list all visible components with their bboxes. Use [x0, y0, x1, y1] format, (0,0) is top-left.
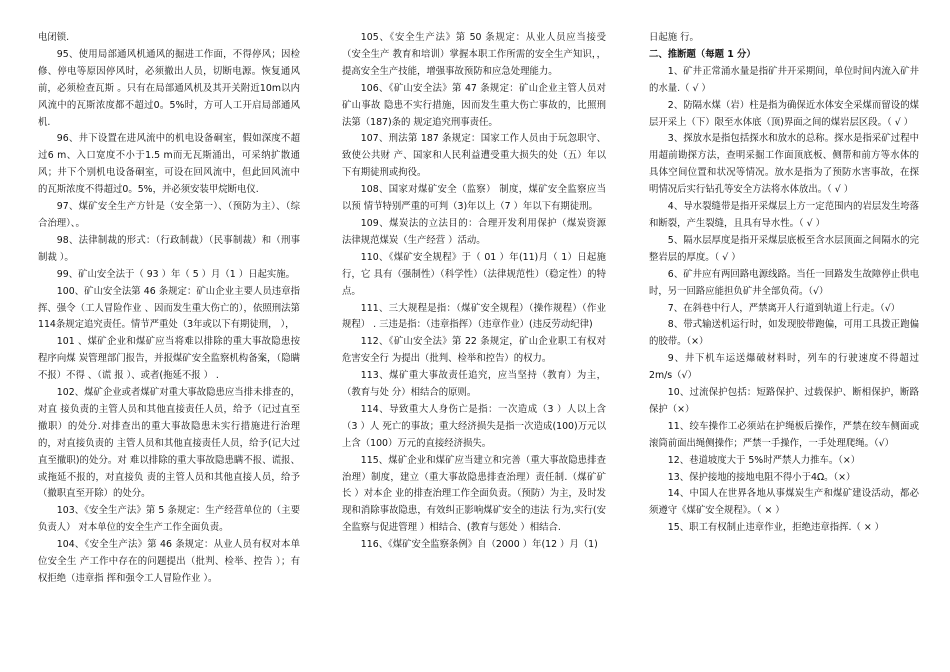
right-column — [649, 30, 919, 666]
paragraph: 9、井下机车运送爆破材料时，列车的行驶速度不得超过2m/s（√） — [649, 353, 919, 382]
paragraph: 116、《煤矿安全监察条例》自（2000 ）年(12 ）月（1) — [360, 539, 598, 551]
paragraph: 99、矿山安全法于（ 93 ）年（ 5 ）月（1 ）日起实施。 — [56, 268, 295, 280]
paragraph: 114、导致重大人身伤亡是指：一次造成（3 ）人以上含（3 ）人 死亡的事故；重大经济损失是指一次造成(100)万元以上含（100）万元的直接经济损失。 — [342, 403, 606, 449]
paragraph: 3、探放水是指包括探水和放水的总称。探水是指采矿过程中用超前勘探方法，查明采掘工作面顶底板、侧帮和前方等水体的具体空间位置和状况等情况。放水是指为了预防水害事故，在探明情况后实行钻孔等安全方法将水体放出。（ √ ） — [649, 133, 919, 196]
paragraph: 电闭锁. — [38, 32, 70, 43]
paragraph: 104、《安全生产法》第 46 条规定：从业人员有权对本单位安全生 产工作中存在的问题提出（批判、检举、控告 ）；有权拒绝（违章指 挥和强令工人冒险作业 ）。 — [38, 539, 300, 584]
paragraph: 10、过流保护包括：短路保护、过载保护、断相保护，断路保护（×） — [649, 387, 919, 415]
paragraph: 8、带式输送机运行时，如发现胶带跑偏，可用工具拨正跑偏的胶带。（×） — [649, 319, 919, 348]
paragraph: 102、煤矿企业或者煤矿对重大事故隐患应当排未排查的，对直 接负责的主管人员和其他直接责任人员，给予（记过直至撤职）的处分.对排查出的重大事故隐患未实行措施进行治理的，对直接负责的 主管人员和其他直接责任人员，给予(记大过直至撤职)的处分。对 难以排除的重大事故隐患瞒不报、谎报、或拖延不报的，对直接负 责的主管人员和其他直接人员，给予（撤职直至开除）的处分。 — [38, 387, 300, 500]
paragraph: 15、职工有权制止违章作业，拒绝违章指挥.（ × ） — [667, 522, 885, 534]
paragraph: 103、《安全生产法》第 5 条规定：生产经营单位的（主要负责人） 对本单位的安全生产工作全面负责。 — [38, 505, 300, 534]
paragraph: 101 、煤矿企业和煤矿应当将难以排除的重大事故隐患按程序向煤 炭管理部门报告，并报煤矿安全监察机构备案，（隐瞒不报）不得 、（谎 报 ）、或者(拖延不报 ） . — [38, 336, 300, 382]
left-column — [38, 30, 300, 666]
paragraph: 98、法律制裁的形式：（行政制裁）（民事制裁）和（刑事制裁 ）。 — [38, 234, 300, 263]
paragraph: 14、中国人在世界各地从事煤炭生产和煤矿建设活动，都必须遵守《煤矿安全规程》。（ × ） — [649, 488, 919, 517]
paragraph: 11、绞车操作工必须站在护绳板后操作，严禁在绞车侧面或滚筒前面出绳侧操作；严禁一手操作，一手处理爬绳。（√） — [649, 420, 919, 449]
paragraph: 96、井下设置在进风流中的机电设备硐室，假如深度不超过6 m、入口宽度不小于1.5 m而无瓦斯涌出，可采纳扩散通风；井下个别机电设备硐室，可设在回风流中，但此回风流中的瓦斯浓度不得超过0。5%，并必须安装甲烷断电仪. — [38, 133, 300, 196]
paragraph: 115、煤矿企业和煤矿应当建立和完善（重大事故隐患排查治理）制度，建立（重大事故隐患排查治理）责任制.（煤矿矿长 ）对本企 业的排查治理工作全面负责。（预防）为主，及时发现和消除事故隐患，有效纠正影响煤矿安全的违法 行为,实行(安全监察与促进管理 ）相结合、(教育与惩处 ）相结合. — [342, 454, 606, 534]
paragraph: 113、煤矿重大事故责任追究，应当坚持（教育）为主，（教育与处 分）相结合的原则。 — [342, 370, 606, 399]
paragraph: 106、《矿山安全法》第 47 条规定：矿山企业主管人员对矿山事故 隐患不实行措施，因而发生重大伤亡事故的，比照刑法第（187)条的 规定追究刑事责任。 — [342, 82, 606, 128]
middle-column — [342, 30, 606, 666]
paragraph: 108、国家对煤矿安全（监察） 制度，煤矿安全监察应当以预 情节特别严重的可判（3)年以上（7 ）年以下有期徒刑。 — [342, 184, 606, 213]
paragraph: 6、矿井应有两回路电源线路。当任一回路发生故障停止供电时，另一回路应能担负矿井全部负荷。（√） — [649, 268, 919, 297]
paragraph: 111、三大规程是指：（煤矿安全规程）（操作规程）（作业规程） . 三违是指：（违章指挥）（违章作业）(违反劳动纪律) — [342, 302, 606, 331]
paragraph: 100、矿山安全法第 46 条规定：矿山企业主要人员违章指挥、强令（工人冒险作业 、因而发生重大伤亡的），依照刑法第 114条规定追究责任。情节严重处（3年或以下有期徒刑， ）， — [38, 285, 300, 331]
paragraph: 95、使用局部通风机通风的掘进工作面，不得停风；因检修、停电等原因停风时，必须撤出人员，切断电源。恢复通风前，必须检查瓦斯 。只有在局部通风机及其开关附近10m以内风流中的瓦斯浓度都不超过0。5%时，方可人工开启局部通风机. — [38, 48, 300, 128]
paragraph: 1、矿井正常涌水量是指矿井开采期间，单位时间内流入矿井的水量.（ √ ） — [649, 65, 919, 94]
paragraph: 112、《矿山安全法》第 22 条规定，矿山企业职工有权对危害安全行 为提出（批判、检举和控告）的权力。 — [342, 336, 606, 365]
paragraph: 7、在斜巷中行人，严禁离开人行道到轨道上行走。（√） — [667, 302, 901, 314]
paragraph: 2、防隔水煤（岩）柱是指为确保近水体安全采煤而留设的煤层开采上（下）限至水体底（顶)界面之间的煤岩层区段。（ √ ） — [649, 99, 919, 128]
paragraph: 13、保护接地的接地电阻不得小于4Ω。（×） — [667, 471, 856, 483]
paragraph: 105、《安全生产法》第 50 条规定：从业人员应当接受（安全生产 教育和培训）掌握本职工作所需的安全生产知识，，提高安全生产技能，增强事故预防和应急处理能力。 — [342, 32, 606, 77]
section-heading: 二、推断题（每题 1 分） — [649, 48, 756, 60]
paragraph: 12、巷道坡度大于 5%时严禁人力推车。（×） — [667, 454, 861, 466]
paragraph: 5、隔水层厚度是指开采煤层底板至含水层顶面之间隔水的完整岩层的厚度。（ √ ） — [649, 234, 919, 263]
paragraph: 110、《煤矿安全规程》于（ 01 ）年(11)月（ 1）日起施行，它 具有（强制性）（科学性）（法律规范性）（稳定性）的特点。 — [342, 251, 606, 297]
paragraph: 4、导水裂缝带是指开采煤层上方一定范围内的岩层发生垮落和断裂，产生裂缝，且具有导水性。（ √ ） — [649, 201, 919, 229]
paragraph: 97、煤矿安全生产方针是（安全第一）、（预防为主）、（综合治理）、。 — [38, 201, 300, 229]
paragraph: 日起施 行。 — [649, 32, 699, 43]
paragraph: 109、煤炭法的立法目的：合理开发利用保护（煤炭资源 法律规范煤炭（生产经营 ）活动。 — [342, 217, 606, 246]
paragraph: 107、刑法第 187 条规定：国家工作人员由于玩忽职守、致使公共财 产、国家和人民利益遭受重大损失的处（五）年以下有期徒刑或拘役。 — [342, 133, 606, 179]
